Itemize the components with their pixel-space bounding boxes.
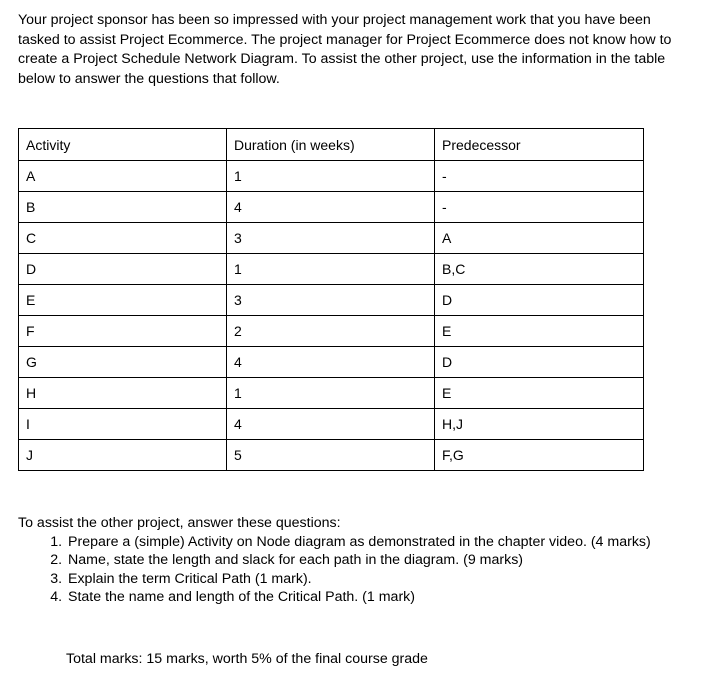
cell-predecessor: F,G [435,440,644,471]
table-row [19,254,644,285]
table-row [19,223,644,254]
cell-predecessor: E [435,378,644,409]
cell-activity: I [19,409,227,440]
cell-activity: B [19,192,227,223]
question-item: 4. State the name and length of the Critical Path. (1 mark) [66,588,688,607]
cell-predecessor: B,C [435,254,644,285]
cell-predecessor: D [435,285,644,316]
cell-duration: 3 [227,223,435,254]
header-duration: Duration (in weeks) [227,129,435,161]
cell-activity: F [19,316,227,347]
header-predecessor: Predecessor [435,129,644,161]
cell-activity: C [19,223,227,254]
cell-predecessor: D [435,347,644,378]
cell-activity: H [19,378,227,409]
questions-lead: To assist the other project, answer these questions: [18,515,341,531]
cell-predecessor: - [435,161,644,192]
table-row [19,347,644,378]
cell-predecessor: - [435,192,644,223]
cell-activity: J [19,440,227,471]
table-row [19,409,644,440]
cell-duration: 5 [227,440,435,471]
header-activity: Activity [19,129,227,161]
cell-activity: G [19,347,227,378]
total-marks: Total marks: 15 marks, worth 5% of the final course grade [66,651,428,667]
cell-activity: A [19,161,227,192]
cell-duration: 3 [227,285,435,316]
questions-section [18,514,688,607]
table-row [19,192,644,223]
table-row [19,440,644,471]
cell-activity: D [19,254,227,285]
table-row [19,285,644,316]
cell-activity: E [19,285,227,316]
activity-table [18,128,644,471]
cell-predecessor: H,J [435,409,644,440]
table-row [19,316,644,347]
question-item: 3. Explain the term Critical Path (1 mark). [66,570,688,589]
questions-list [18,533,688,607]
table-header-row [19,129,644,161]
cell-duration: 1 [227,378,435,409]
cell-duration: 4 [227,192,435,223]
intro-paragraph: Your project sponsor has been so impressed with your project management work that you have been tasked to assist Project Ecommerce. The project manager for Project Ecommerce does not know how to create a Project Schedule Network Diagram. To assist the other project, use the information in the table below to answer the questions that follow. [18,12,672,87]
table-row [19,161,644,192]
cell-duration: 2 [227,316,435,347]
question-item: 2. Name, state the length and slack for each path in the diagram. (9 marks) [66,551,688,570]
cell-duration: 4 [227,409,435,440]
table-row [19,378,644,409]
cell-predecessor: A [435,223,644,254]
question-item: 1. Prepare a (simple) Activity on Node diagram as demonstrated in the chapter video. (4 marks) [66,533,688,552]
cell-duration: 1 [227,254,435,285]
cell-predecessor: E [435,316,644,347]
cell-duration: 4 [227,347,435,378]
cell-duration: 1 [227,161,435,192]
